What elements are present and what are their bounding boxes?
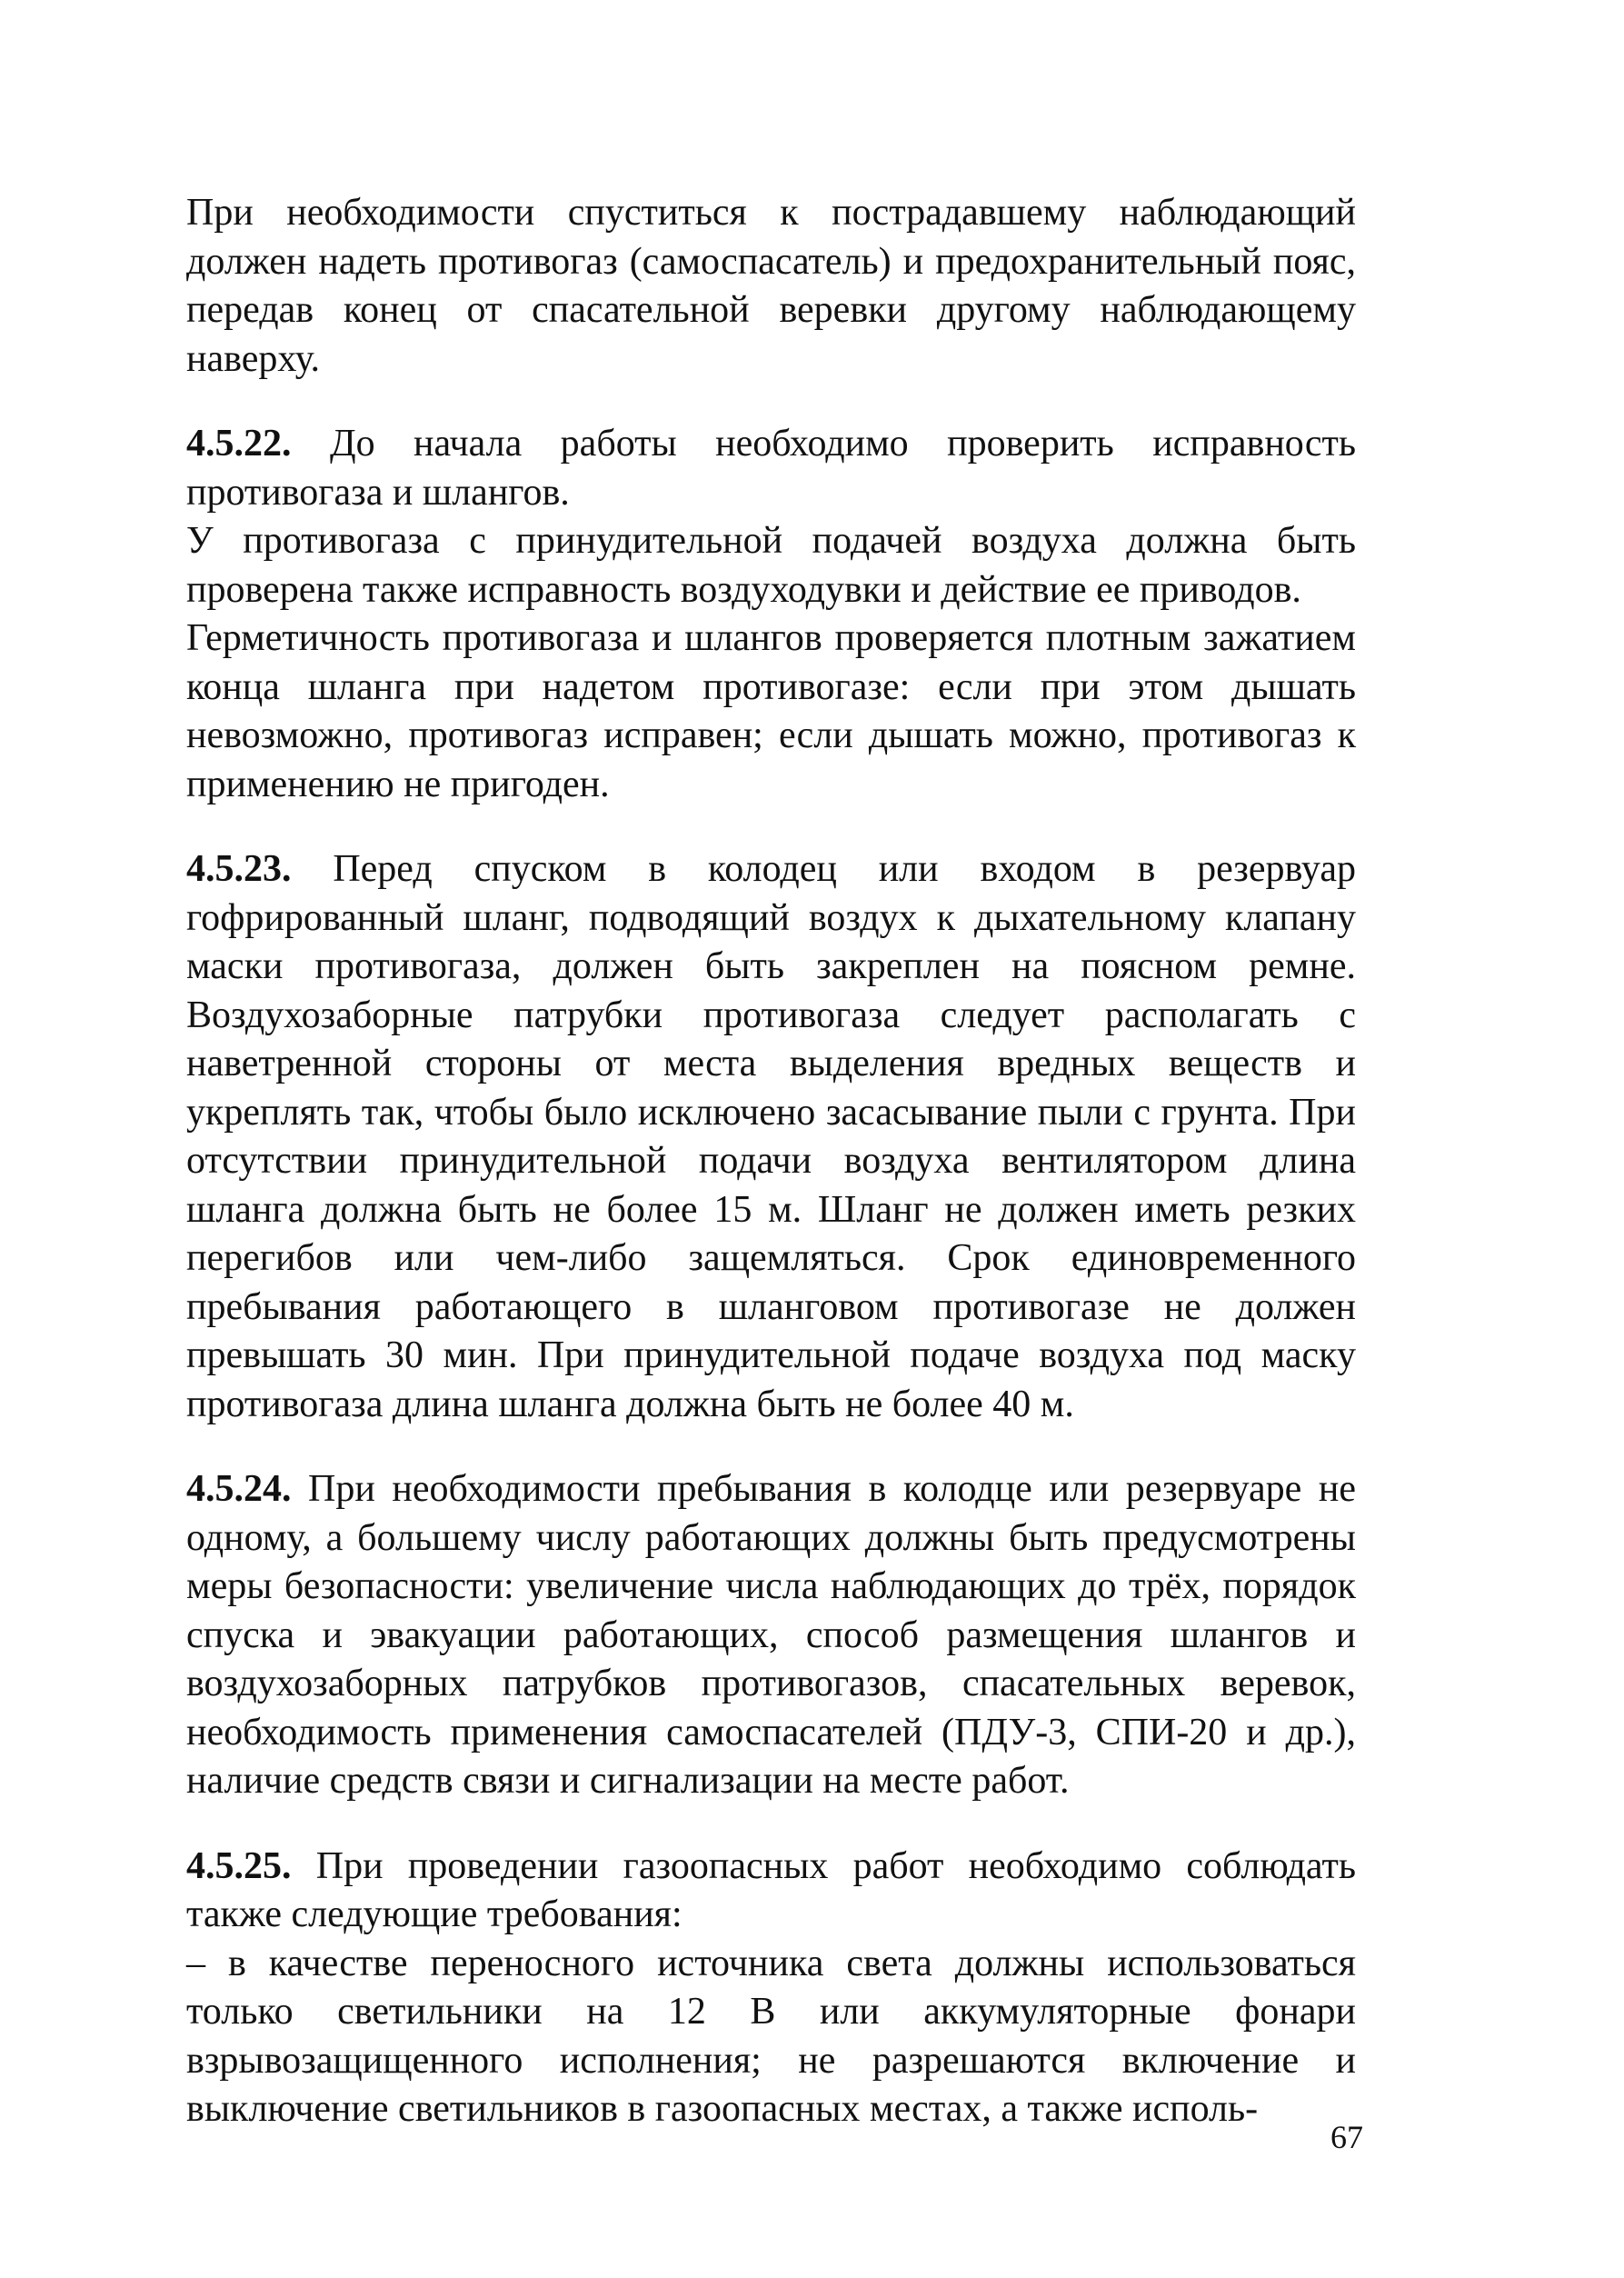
paragraph-3-text: У противогаза с принудительной подачей воздуха должна быть проверена также исправность воздуходувки и действие ее приводов.: [186, 520, 1356, 611]
body-text: [186, 189, 1356, 2134]
paragraph-3: [186, 517, 1356, 614]
section-4-5-24: [186, 1465, 1356, 1806]
section-4-5-25: [186, 1843, 1356, 1940]
section-number: 4.5.22.: [186, 423, 292, 465]
section-4-5-24-text: При необходимости пребывания в колодце или резервуаре не одному, а большему числу работающих должны быть предусмотрены меры безопасности: увеличение числа наблюдающих до трёх, порядок спуска и эвакуации работающих, способ размещения шлангов и воздухозаборных патрубков противогазов, спасательных веревок, необходимость применения самоспасателей (ПДУ-3, СПИ-20 и др.), наличие средств связи и сигнализации на месте работ.: [186, 1468, 1356, 1802]
paragraph-1-text: При необходимости спуститься к пострадавшему наблюдающий должен надеть противогаз (самоспасатель) и предохранительный пояс, передав конец от спасательной веревки другому наблюдающему наверху.: [186, 192, 1356, 380]
paragraph-4: [186, 614, 1356, 809]
section-number: 4.5.23.: [186, 848, 292, 890]
paragraph-8-text: – в качестве переносного источника света должны использоваться только светильники на 12 В или аккумуляторные фонари взрывозащищенного исполнения; не разрешаются включение и выключение светильников в газоопасных местах, а также исполь-: [186, 1942, 1356, 2130]
page-number: 67: [1330, 2119, 1363, 2155]
section-4-5-23-text: Перед спуском в колодец или входом в резервуар гофрированный шланг, подводящий воздух к дыхательному клапану маски противогаза, должен быть закреплен на поясном ремне. Воздухозаборные патрубки противогаза следует располагать с наветренной стороны от места выделения вредных веществ и укреплять так, чтобы было исключено засасывание пыли с грунта. При отсутствии принудительной подачи воздуха вентилятором длина шланга должна быть не более 15 м. Шланг не должен иметь резких перегибов или чем-либо защемляться. Срок единовременного пребывания работающего в шланговом противогазе не должен превышать 30 мин. При принудительной подаче воздуха под маску противогаза длина шланга должна быть не более 40 м.: [186, 848, 1356, 1425]
section-number: 4.5.24.: [186, 1468, 292, 1510]
paragraph-8: [186, 1940, 1356, 2134]
section-4-5-22-text: До начала работы необходимо проверить исправность противогаза и шлангов.: [186, 423, 1356, 514]
section-number: 4.5.25.: [186, 1844, 292, 1887]
paragraph-1: [186, 189, 1356, 384]
section-4-5-23: [186, 845, 1356, 1429]
paragraph-4-text: Герметичность противогаза и шлангов проверяется плотным зажатием конца шланга при надетом противогазе: если при этом дышать невозможно, противогаз исправен; если дышать можно, противогаз к применению не пригоден.: [186, 617, 1356, 805]
section-4-5-25-text: При проведении газоопасных работ необходимо соблюдать также следующие требования:: [186, 1844, 1356, 1935]
section-4-5-22: [186, 420, 1356, 517]
